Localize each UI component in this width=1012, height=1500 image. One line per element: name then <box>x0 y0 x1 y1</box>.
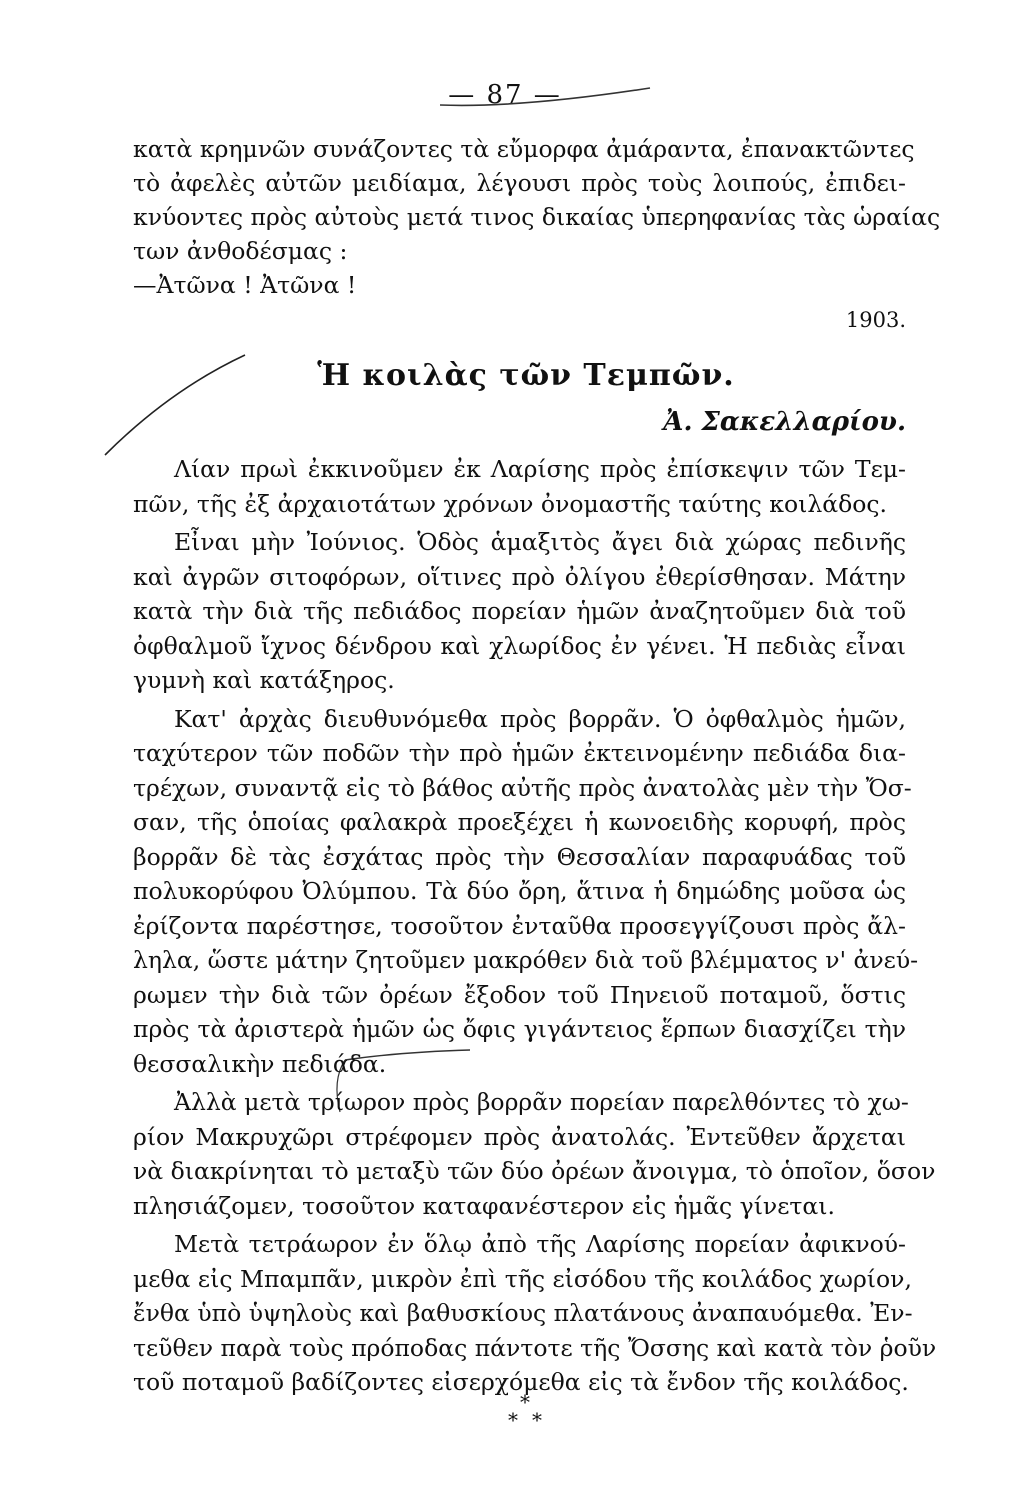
text-line: βορρᾶν δὲ τὰς ἐσχάτας πρὸς τὴν Θεσσαλίαν παραφυάδας τοῦ <box>133 843 906 871</box>
text-line: πρὸς τὰ ἀριστερὰ ἡμῶν ὡς ὄφις γιγάντειος ἕρπων διασχίζει τὴν <box>133 1015 906 1043</box>
text-line: νὰ διακρίνηται τὸ μεταξὺ τῶν δύο ὀρέων ἄνοιγμα, τὸ ὁποῖον, ὅσον <box>133 1157 936 1185</box>
text-line: κατὰ κρημνῶν συνάζοντες τὰ εὔμορφα ἀμάραντα, ἐπανακτῶντες <box>133 135 915 163</box>
text-line: Μετὰ τετράωρον ἐν ὅλῳ ἀπὸ τῆς Λαρίσης πορείαν ἀφικνού- <box>174 1230 906 1258</box>
text-line: πολυκορύφου Ὀλύμπου. Τὰ δύο ὄρη, ἅτινα ἡ δημώδης μοῦσα ὡς <box>133 877 906 905</box>
text-line: καὶ ἀγρῶν σιτοφόρων, οἵτινες πρὸ ὀλίγου ἐθερίσθησαν. Μάτην <box>133 563 906 591</box>
section-separator <box>480 1390 580 1440</box>
chapter-title: Ἡ κοιλὰς τῶν Τεμπῶν. <box>317 358 735 393</box>
text-line: ἔνθα ὑπὸ ὑψηλοὺς καὶ βαθυσκίους πλατάνους ἀναπαυόμεθα. Ἐν- <box>133 1299 913 1327</box>
text-line: γυμνὴ καὶ κατάξηρος. <box>133 666 395 694</box>
text-line: πῶν, τῆς ἐξ ἀρχαιοτάτων χρόνων ὀνομαστῆς ταύτης κοιλάδος. <box>133 490 888 518</box>
text-line: κατὰ τὴν διὰ τῆς πεδιάδος πορείαν ἡμῶν ἀναζητοῦμεν διὰ τοῦ <box>133 597 906 625</box>
text-line: ἐρίζοντα παρέστησε, τοσοῦτον ἐνταῦθα προσεγγίζουσι πρὸς ἄλ- <box>133 912 906 940</box>
text-line: τεῦθεν παρὰ τοὺς πρόποδας πάντοτε τῆς Ὄσσης καὶ κατὰ τὸν ῥοῦν <box>133 1334 937 1362</box>
text-line: των ἀνθοδέσμας : <box>133 237 348 265</box>
text-line: Εἶναι μὴν Ἰούνιος. Ὁδὸς ἁμαξιτὸς ἄγει διὰ χώρας πεδινῆς <box>174 528 906 556</box>
text-line: πλησιάζομεν, τοσοῦτον καταφανέστερον εἰς ἡμᾶς γίνεται. <box>133 1192 835 1220</box>
date-line: 1903. <box>845 308 906 332</box>
text-line: ρωμεν τὴν διὰ τῶν ὀρέων ἔξοδον τοῦ Πηνειοῦ ποταμοῦ, ὅστις <box>133 981 906 1009</box>
text-line: ρίον Μακρυχῶρι στρέφομεν πρὸς ἀνατολάς. Ἐντεῦθεν ἄρχεται <box>133 1123 906 1151</box>
text-line: ληλα, ὥστε μάτην ζητοῦμεν μακρόθεν διὰ τοῦ βλέμματος ν' ἀνεύ- <box>133 946 919 974</box>
text-line: Κατ' ἀρχὰς διευθυνόμεθα πρὸς βορρᾶν. Ὁ ὀφθαλμὸς ἡμῶν, <box>174 705 906 733</box>
text-line: τρέχων, συναντᾷ εἰς τὸ βάθος αὐτῆς πρὸς ἀνατολὰς μὲν τὴν Ὄσ- <box>133 774 912 802</box>
text-line: κνύοντες πρὸς αὐτοὺς μετά τινος δικαίας ὑπερηφανίας τὰς ὡραίας <box>133 203 941 231</box>
text-line: ὀφθαλμοῦ ἴχνος δένδρου καὶ χλωρίδος ἐν γένει. Ἡ πεδιὰς εἶναι <box>133 632 906 660</box>
separator-star: * <box>532 1408 542 1432</box>
text-line: Λίαν πρωὶ ἐκκινοῦμεν ἐκ Λαρίσης πρὸς ἐπίσκεψιν τῶν Τεμ- <box>174 455 906 483</box>
text-line: ταχύτερον τῶν ποδῶν τὴν πρὸ ἡμῶν ἐκτεινομένην πεδιάδα δια- <box>133 739 906 767</box>
text-line: Ἀλλὰ μετὰ τρίωρον πρὸς βορρᾶν πορείαν παρελθόντες τὸ χω- <box>174 1088 909 1116</box>
page-number: — 87 — <box>448 80 562 110</box>
text-line: σαν, τῆς ὁποίας φαλακρὰ προεξέχει ἡ κωνοειδὴς κορυφή, πρὸς <box>133 808 906 836</box>
text-line: τὸ ἀφελὲς αὐτῶν μειδίαμα, λέγουσι πρὸς τοὺς λοιπούς, ἐπιδει- <box>133 169 906 197</box>
text-line: —Ἀτῶνα ! Ἀτῶνα ! <box>133 271 357 299</box>
text-line: μεθα εἰς Μπαμπᾶν, μικρὸν ἐπὶ τῆς εἰσόδου τῆς κοιλάδος χωρίον, <box>133 1265 912 1293</box>
separator-star: * <box>508 1408 518 1432</box>
text-line: θεσσαλικὴν πεδιάδα. <box>133 1050 387 1078</box>
text-line: τοῦ ποταμοῦ βαδίζοντες εἰσερχόμεθα εἰς τὰ ἔνδον τῆς κοιλάδος. <box>133 1368 909 1396</box>
author-name: Ἀ. Σακελλαρίου. <box>663 407 906 437</box>
separator-star: * <box>520 1390 530 1414</box>
